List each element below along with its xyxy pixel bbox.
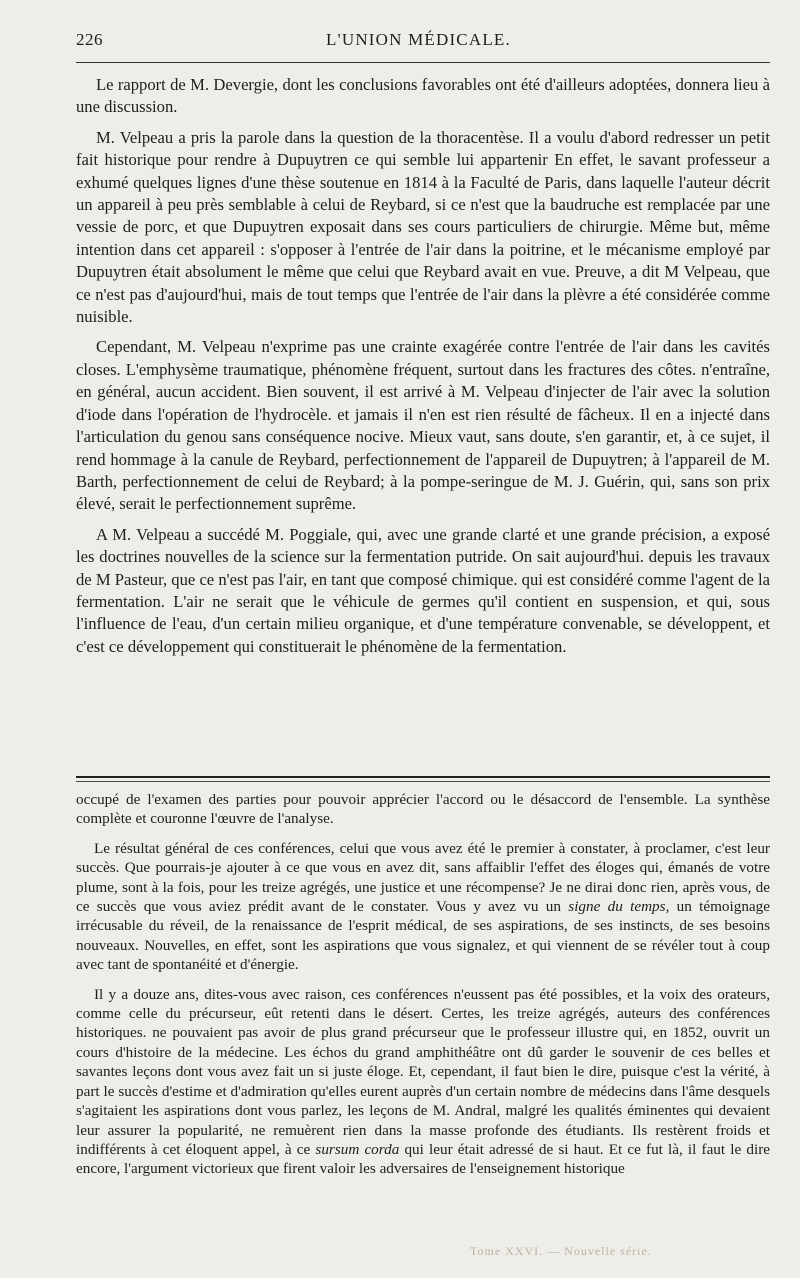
page-number: 226 [76, 30, 103, 49]
header-rule [76, 62, 770, 63]
paragraph-continuation: occupé de l'examen des parties pour pouvoir apprécier l'accord ou le désaccord de l'ensemble. La synthèse complète et couronne l'œuvre de l'analyse. [76, 791, 770, 828]
paragraph: Le rapport de M. Devergie, dont les conclusions favorables ont été d'ailleurs adoptées, donnera lieu à une discussion. [76, 75, 770, 117]
italic-phrase: signe du temps [568, 898, 666, 916]
running-head [76, 30, 766, 64]
paragraph: M. Velpeau a pris la parole dans la question de la thoracentèse. Il a voulu d'abord redresser un petit fait historique pour rendre à Dupuytren ce qui semble lui appartenir En effet, le savant professeur a exhumé quelques lignes d'une thèse soutenue en 1814 à la Faculté de Paris, dans laquelle l'auteur décrit un appareil à peu près semblable à celui de Reybard, si ce n'est que la baudruche est remplacée par une vessie de porc, et que Dupuytren exposait dans ses cours particuliers de chirurgie. Même but, même intention dans cet appareil : s'opposer à l'entrée de l'air dans la poitrine, et le mécanisme employé par Dupuytren était absolument le même que celui que Reybard avait en vue. Preuve, a dit M Velpeau, que ce n'est pas d'aujourd'hui, mais de tout temps que l'entrée de l'air dans la plèvre a été considérée comme nuisible. [76, 127, 770, 327]
section-separator [76, 776, 770, 784]
journal-title: L'UNION MÉDICALE. [326, 30, 511, 49]
paragraph: A M. Velpeau a succédé M. Poggiale, qui, avec une grande clarté et une grande précision, a exposé les doctrines nouvelles de la science sur la fermentation putride. On sait aujourd'hui. depuis les travaux de M Pasteur, que ce n'est pas l'air, en tant que composé chimique. qui est considéré comme l'agent de la fermentation. L'air ne serait que le véhicule de germes qu'il contient en suspension, et qui, sous l'influence de l'eau, d'un certain milieu organique, et d'une température convenable, se développent, et c'est ce développement qui constituerait le phénomène de la fermentation. [76, 524, 770, 656]
italic-phrase: sursum corda [315, 1140, 400, 1158]
paragraph: Le résultat général de ces conférences, celui que vous avez été le premier à constater, à proclamer, c'est leur succès. Que pourrais-je ajouter à ce que vous en avez dit, sans affaiblir l'effet des éloges qui, émanés de votre plume, sont à la fois, pour les treize agrégés, une justice et une récompense? Je ne dirai donc rien, après vous, de ce succès que vous aviez prédit avant de le constater. Vous y avez vu un signe du temps, un témoignage irrécusable du réveil, de la renaissance de l'esprit médical, de ses aspirations, de ses instincts, de ses besoins nouveaux. Nouvelles, en effet, sont les aspirations que vous signalez, et qui viennent de se révéler tout à coup avec tant de spontanéité et d'énergie. [76, 839, 770, 974]
lower-article-section [76, 790, 770, 1189]
paragraph: Cependant, M. Velpeau n'exprime pas une crainte exagérée contre l'entrée de l'air dans les cavités closes. L'emphysème traumatique, phénomène fréquent, surtout dans les fractures des côtes. n'entraîne, en général, aucun accident. Bien souvent, il est arrivé à M. Velpeau d'injecter de l'air avec la solution d'iode dans l'opération de l'hydrocèle. et jamais il n'en est rien résulté de fâcheux. Il en a injecté dans l'articulation du genou sans conséquence nocive. Mieux vaut, sans doute, s'en garantir, et, à ce sujet, il rend hommage à la canule de Reybard, perfectionnement de l'appareil de Dupuytren; à l'appareil de M. Barth, perfectionnement de celui de Reybard; à la pompe-seringue de M. J. Guérin, qui, sans son prix élevé, serait le perfectionnement suprême. [76, 337, 770, 514]
paragraph: Il y a douze ans, dites-vous avec raison, ces conférences n'eussent pas été possibles, et la voix des orateurs, comme celle du précurseur, eût retenti dans le désert. Certes, les treize agrégés, auteurs des conférences historiques. ne pouvaient pas avoir de plus grand précurseur que le professeur illustre qui, en 1852, ouvrit un cours d'histoire de la médecine. Les échos du grand amphithéâtre ont dû garder le souvenir de ces belles et savantes leçons dont vous avez fait un si juste éloge. Et, cependant, il faut bien le dire, puisque c'est la vérité, à part le succès d'estime et d'admiration qu'elles eurent auprès d'un certain nombre de médecins dans l'âme desquels s'agitaient les aspirations dont vous parlez, les leçons de M. Andral, malgré les qualités éminentes qui devaient leur assurer la popularité, ne remuèrent rien dans la masse profonde des étudiants. Ils restèrent froids et indifférents à cet éloquent appel, à ce sursum corda qui leur était adressé de si haut. Et ce fut là, il faut le dire encore, l'argument victorieux que firent valoir les adversaires de l'enseignement historique [76, 985, 770, 1178]
upper-article-section [76, 74, 770, 666]
footer-bleed-text: Tome XXVI. — Nouvelle série. [470, 1244, 652, 1258]
